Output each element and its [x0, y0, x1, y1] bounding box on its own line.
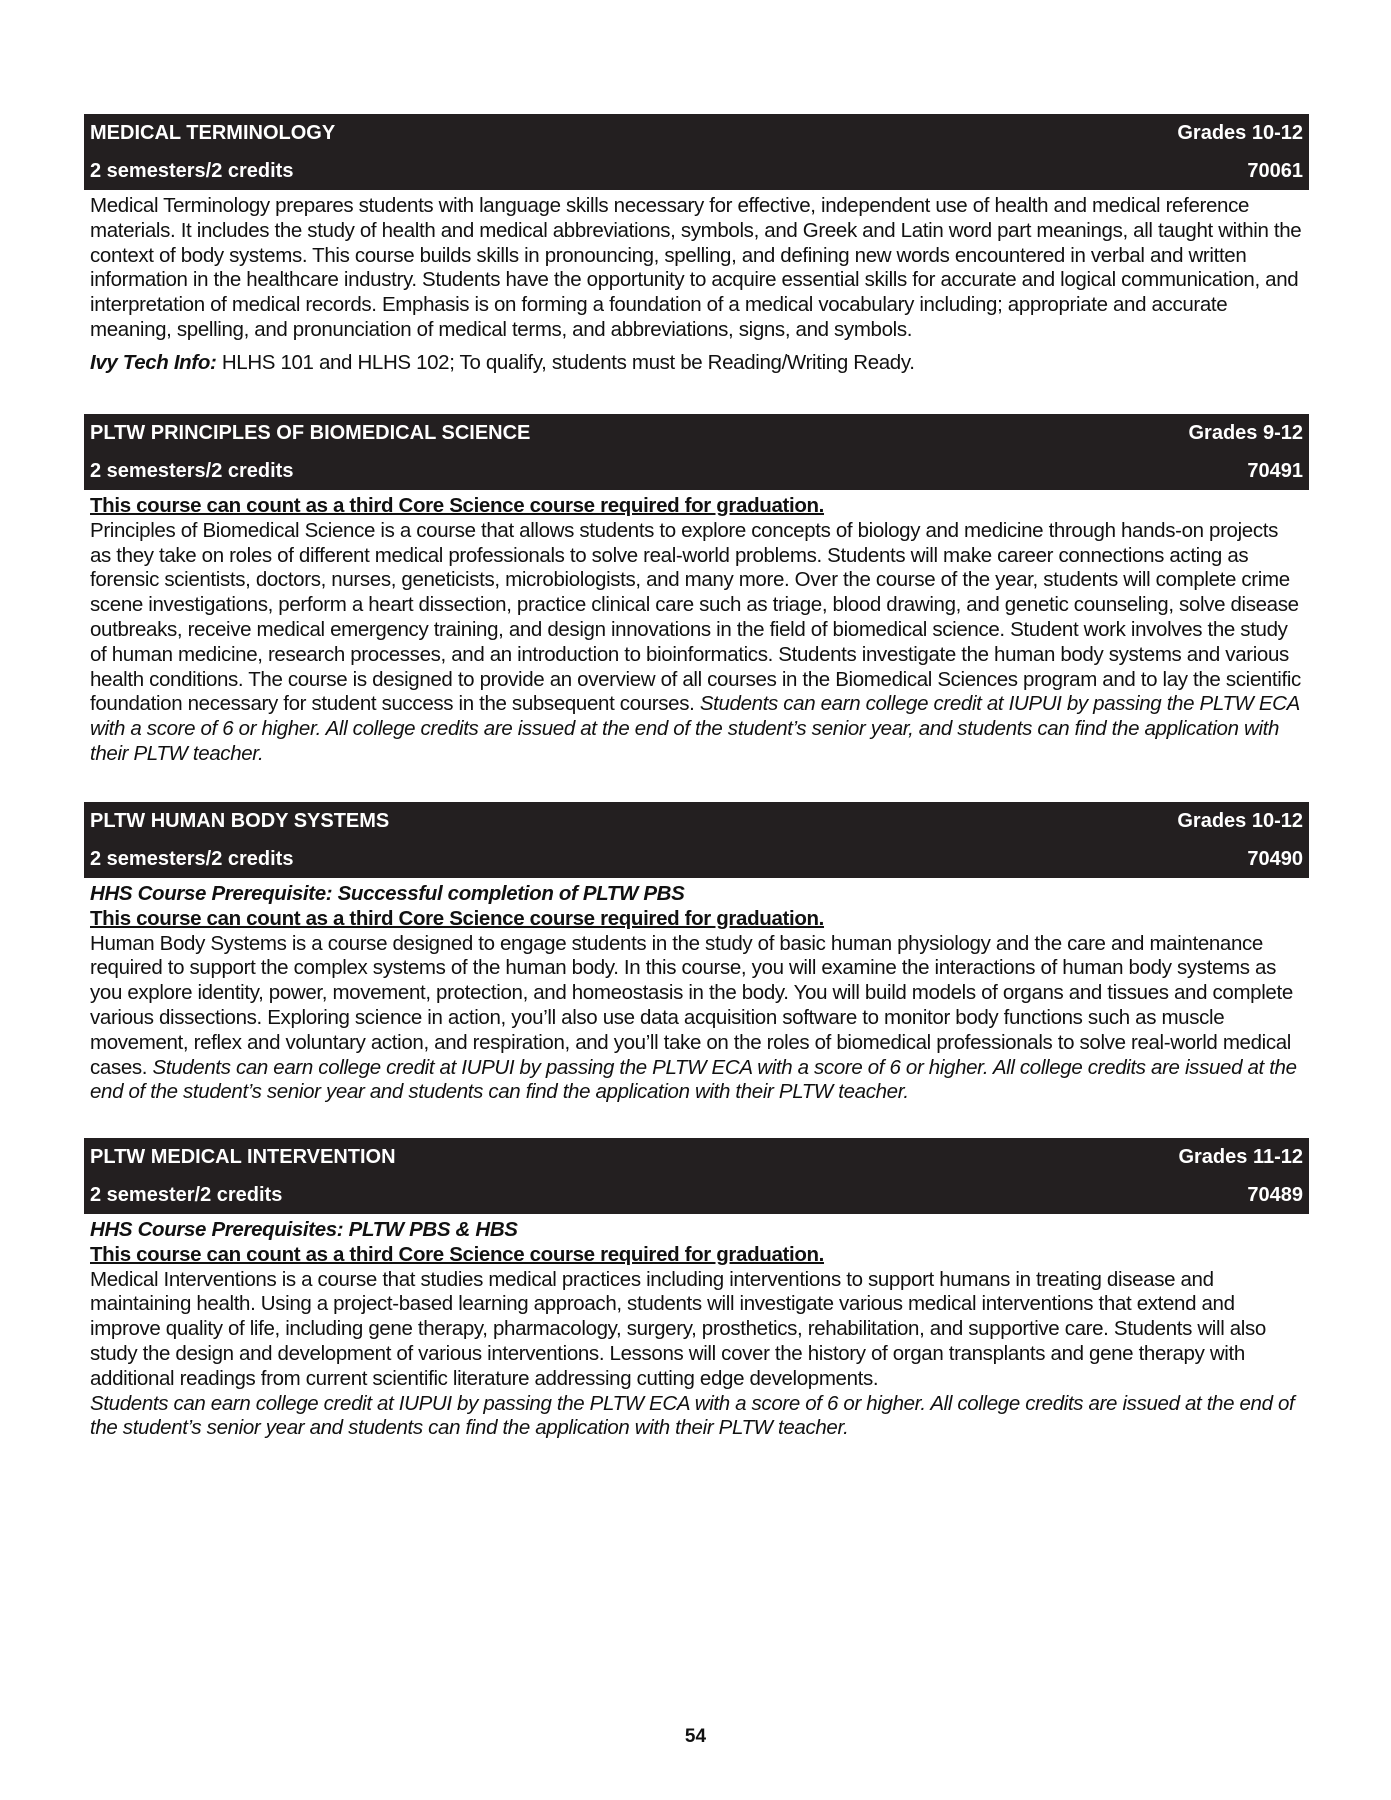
core-science-note: This course can count as a third Core Science course required for graduation. [90, 1242, 825, 1266]
prerequisite: HHS Course Prerequisites: PLTW PBS & HBS [90, 1218, 518, 1241]
course-principles-biomedical-science [84, 414, 1309, 767]
course-title: MEDICAL TERMINOLOGY [90, 122, 336, 144]
course-credits: 2 semesters/2 credits [90, 460, 294, 482]
college-credit-note: Students can earn college credit at IUPUI by passing the PLTW ECA with a score of 6 or higher. All college credits are issued at the end of the student’s senior year and students can find the application with their PLTW teacher. [90, 1391, 1295, 1440]
page-number: 54 [684, 1726, 707, 1747]
course-human-body-systems [84, 802, 1309, 1105]
course-credits: 2 semester/2 credits [90, 1184, 283, 1206]
course-header [84, 414, 1309, 490]
course-code: 70491 [1247, 460, 1303, 482]
ivy-tech-info [90, 351, 1303, 376]
course-code: 70490 [1247, 848, 1303, 870]
course-medical-terminology [84, 114, 1309, 376]
course-grades: Grades 9-12 [1188, 422, 1303, 444]
course-description: Medical Interventions is a course that studies medical practices including interventions to support humans in treating disease and maintaining health. Using a project-based learning approach, students will investigate various medical interventions that extend and improve quality of life, including gene therapy, pharmacology, surgery, prosthetics, rehabilitation, and supportive care. Students will also study the design and development of various interventions. Lessons will cover the history of organ transplants and gene therapy with additional readings from current scientific literature addressing cutting edge developments. [90, 1267, 1266, 1390]
course-grades: Grades 10-12 [1177, 122, 1303, 144]
college-credit-note: Students can earn college credit at IUPUI by passing the PLTW ECA with a score of 6 or higher. All college credits are issued at the end of the student’s senior year, and students can find the application with their PLTW teacher. [90, 692, 1300, 765]
prerequisite: HHS Course Prerequisite: Successful completion of PLTW PBS [90, 882, 685, 905]
ivy-tech-text: HLHS 101 and HLHS 102; To qualify, students must be Reading/Writing Ready. [216, 350, 915, 374]
course-credits: 2 semesters/2 credits [90, 160, 294, 182]
course-grades: Grades 11-12 [1178, 1146, 1303, 1168]
course-header [84, 114, 1309, 190]
course-code: 70061 [1247, 160, 1303, 182]
course-header [84, 1138, 1309, 1214]
core-science-note: This course can count as a third Core Science course required for graduation. [90, 906, 825, 930]
core-science-note: This course can count as a third Core Science course required for graduation. [90, 494, 825, 517]
course-grades: Grades 10-12 [1177, 810, 1303, 832]
course-title: PLTW PRINCIPLES OF BIOMEDICAL SCIENCE [90, 422, 531, 444]
course-description-block [90, 932, 1303, 1106]
course-title: PLTW MEDICAL INTERVENTION [90, 1146, 396, 1168]
course-code: 70489 [1247, 1184, 1303, 1206]
course-medical-intervention [84, 1138, 1309, 1441]
course-title: PLTW HUMAN BODY SYSTEMS [90, 810, 390, 832]
course-description: Human Body Systems is a course designed to engage students in the study of basic human physiology and the care and maintenance required to support the complex systems of the human body. In this course, you will examine the interactions of human body systems as you explore identity, power, movement, protection, and homeostasis in the body. You will build models of organs and tissues and complete various dissections. Exploring science in action, you’ll also use data acquisition software to monitor body functions such as muscle movement, reflex and voluntary action, and respiration, and you’ll take on the roles of biomedical professionals to solve real-world medical cases. [90, 931, 1293, 1079]
course-credits: 2 semesters/2 credits [90, 848, 294, 870]
course-description: Principles of Biomedical Science is a course that allows students to explore concepts of biology and medicine through hands-on projects as they take on roles of different medical professionals to solve real-world problems. Students will make career connections acting as forensic scientists, doctors, nurses, geneticists, microbiologists, and many more. Over the course of the year, students will complete crime scene investigations, perform a heart dissection, practice clinical care such as triage, blood drawing, and genetic counseling, solve disease outbreaks, receive medical emergency training, and design innovations in the field of biomedical science. Student work involves the study of human medicine, research processes, and an introduction to bioinformatics. Students investigate the human body systems and various health conditions. The course is designed to provide an overview of all courses in the Biomedical Sciences program and to lay the scientific foundation necessary for student success in the subsequent courses. [90, 518, 1301, 716]
ivy-tech-label: Ivy Tech Info: [90, 350, 217, 374]
college-credit-note: Students can earn college credit at IUPUI by passing the PLTW ECA with a score of 6 or higher. All college credits are issued at the end of the student’s senior year and students can find the application with their PLTW teacher. [90, 1055, 1297, 1104]
course-header [84, 802, 1309, 878]
course-description-block [90, 519, 1303, 767]
course-description: Medical Terminology prepares students with language skills necessary for effective, independent use of health and medical reference materials. It includes the study of health and medical abbreviations, symbols, and Greek and Latin word part meanings, all taught within the context of body systems. This course builds skills in pronouncing, spelling, and defining new words encountered in verbal and written information in the healthcare industry. Students have the opportunity to acquire essential skills for accurate and logical communication, and interpretation of medical records. Emphasis is on forming a foundation of a medical vocabulary including; appropriate and accurate meaning, spelling, and pronunciation of medical terms, and abbreviations, signs, and symbols. [90, 194, 1302, 341]
